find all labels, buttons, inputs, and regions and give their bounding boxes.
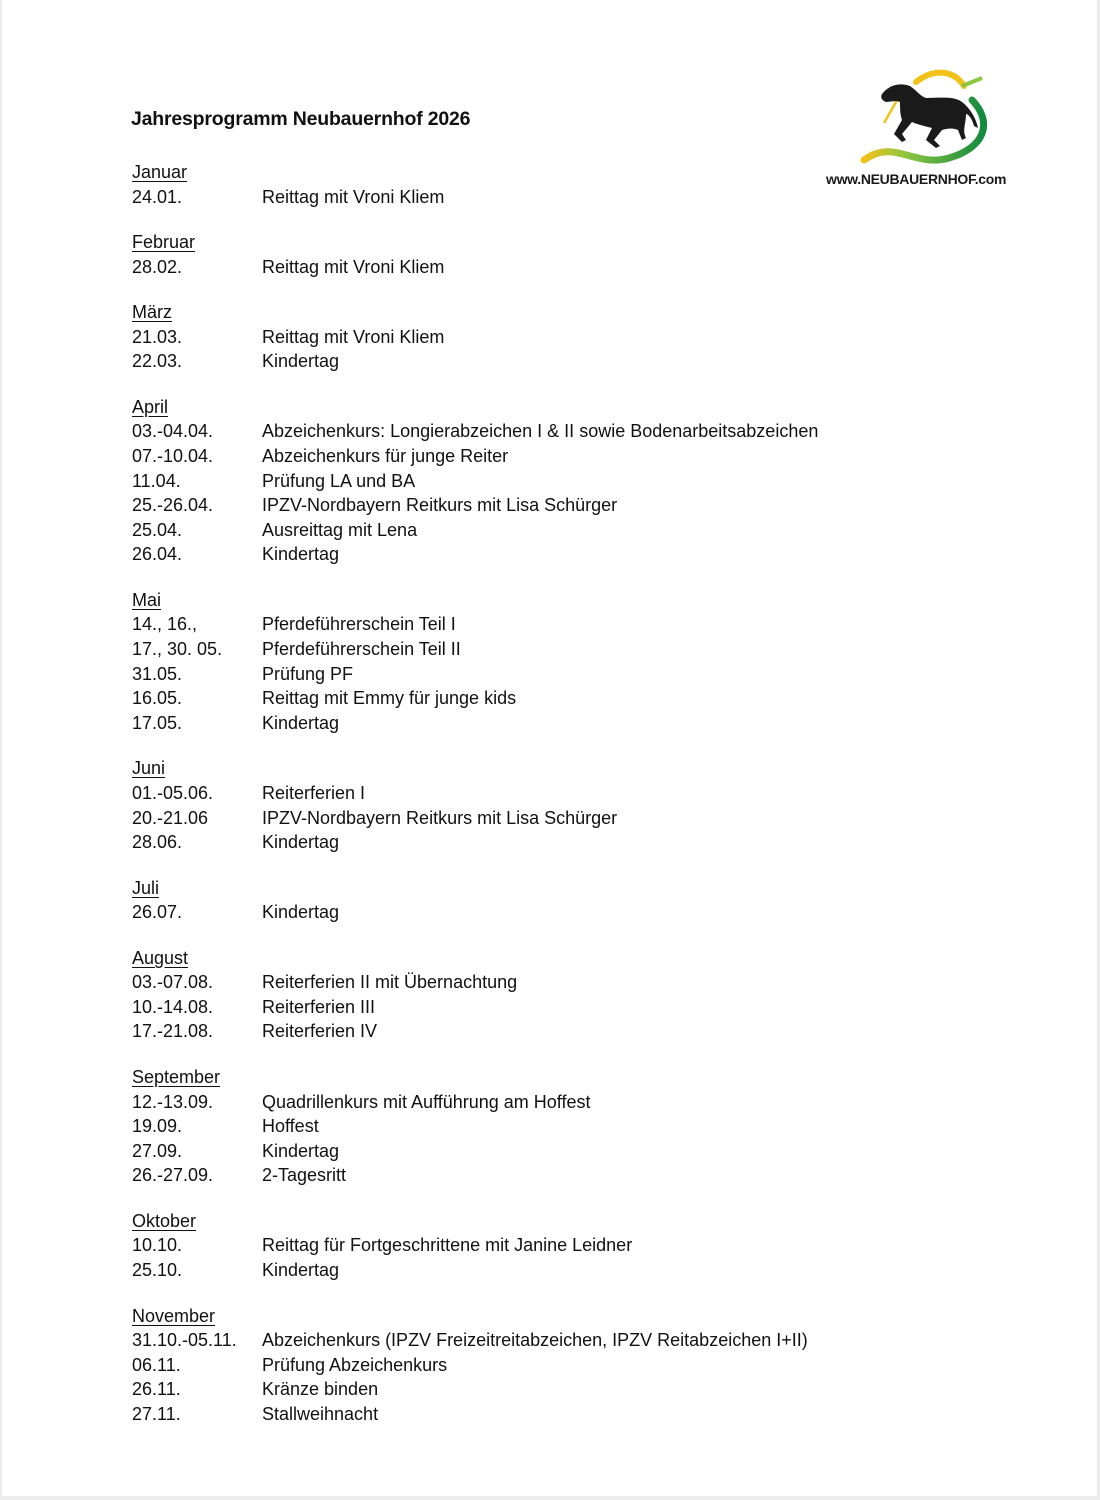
- month-heading: September: [132, 1067, 221, 1088]
- event-date: 10.10.: [132, 1235, 183, 1256]
- event-date: 17.05.: [132, 712, 183, 733]
- event-row: [132, 900, 932, 925]
- month-heading: Oktober: [132, 1210, 197, 1231]
- event-date: 07.-10.04.: [132, 445, 214, 466]
- event-description: Prüfung PF: [262, 663, 354, 684]
- event-date: 25.04.: [132, 519, 183, 540]
- event-row: [132, 185, 932, 210]
- month-section: [132, 588, 932, 735]
- event-date: 25.10.: [132, 1260, 183, 1281]
- month-section: [132, 946, 932, 1044]
- event-description: Prüfung LA und BA: [262, 470, 416, 491]
- event-description: Pferdeführerschein Teil II: [262, 639, 461, 660]
- event-row: [132, 444, 932, 469]
- event-date: 11.04.: [132, 470, 181, 491]
- event-row: [132, 970, 932, 995]
- event-row: [132, 493, 932, 518]
- event-date: 25.-26.04.: [132, 495, 214, 516]
- event-row: [132, 1377, 932, 1402]
- event-description: Quadrillenkurs mit Aufführung am Hoffest: [262, 1091, 591, 1112]
- logo-url[interactable]: www.NEUBAUERNHOF.com: [826, 171, 1007, 187]
- event-row: [132, 518, 932, 543]
- event-description: Kindertag: [262, 902, 340, 923]
- event-row: [132, 806, 932, 831]
- event-row: [132, 612, 932, 637]
- event-description: Ausreittag mit Lena: [262, 519, 418, 540]
- event-description: Kränze binden: [262, 1379, 379, 1400]
- event-date: 27.09.: [132, 1140, 183, 1161]
- month-section: [132, 876, 932, 925]
- event-row: [132, 1258, 932, 1283]
- event-description: Pferdeführerschein Teil I: [262, 614, 456, 635]
- event-date: 26.07.: [132, 902, 183, 923]
- horse-logo-icon: [854, 68, 994, 168]
- event-description: Kindertag: [262, 712, 340, 733]
- event-description: Abzeichenkurs: Longierabzeichen I & II sowie Bodenarbeitsabzeichen: [262, 421, 819, 442]
- event-description: Reiterferien III: [262, 996, 376, 1017]
- event-row: [132, 637, 932, 662]
- event-description: Stallweihnacht: [262, 1403, 379, 1424]
- event-row: [132, 1353, 932, 1378]
- event-date: 28.02.: [132, 256, 183, 277]
- month-heading: März: [132, 302, 172, 323]
- event-row: [132, 1328, 932, 1353]
- event-date: 28.06.: [132, 832, 183, 853]
- event-description: Reittag mit Emmy für junge kids: [262, 688, 517, 709]
- month-heading: August: [132, 947, 189, 968]
- month-section: [132, 300, 932, 374]
- event-row: [132, 1019, 932, 1044]
- event-description: Kindertag: [262, 832, 340, 853]
- month-heading: Januar: [132, 162, 188, 182]
- event-row: [132, 255, 932, 280]
- event-date: 26.04.: [132, 544, 183, 565]
- month-section: [132, 160, 932, 209]
- event-description: Kindertag: [262, 351, 340, 372]
- event-date: 17., 30. 05.: [132, 639, 223, 660]
- event-row: [132, 1163, 932, 1188]
- event-date: 16.05.: [132, 688, 183, 709]
- event-date: 03.-07.08.: [132, 972, 214, 993]
- month-section: [132, 1065, 932, 1188]
- month-heading: Juni: [132, 758, 166, 779]
- event-row: [132, 1090, 932, 1115]
- event-description: Kindertag: [262, 1260, 340, 1281]
- event-row: [132, 542, 932, 567]
- event-row: [132, 781, 932, 806]
- event-description: Prüfung Abzeichenkurs: [262, 1354, 448, 1375]
- event-date: 14., 16.,: [132, 614, 198, 635]
- month-section: [132, 1304, 932, 1427]
- month-section: [132, 230, 932, 279]
- month-section: [132, 1209, 932, 1283]
- month-heading: Februar: [132, 232, 196, 253]
- event-date: 01.-05.06.: [132, 782, 214, 803]
- event-description: Reittag mit Vroni Kliem: [262, 186, 445, 207]
- event-date: 03.-04.04.: [132, 421, 214, 442]
- event-description: Hoffest: [262, 1116, 319, 1137]
- month-heading: November: [132, 1305, 216, 1326]
- event-date: 17.-21.08.: [132, 1021, 214, 1042]
- event-description: Kindertag: [262, 1140, 340, 1161]
- event-date: 24.01.: [132, 186, 183, 207]
- event-row: [132, 830, 932, 855]
- event-date: 20.-21.06: [132, 807, 209, 828]
- page-title: Jahresprogramm Neubauernhof 2026: [131, 108, 471, 130]
- event-description: Kindertag: [262, 544, 340, 565]
- event-row: [132, 1233, 932, 1258]
- event-date: 27.11.: [132, 1403, 181, 1424]
- event-row: [132, 469, 932, 494]
- event-date: 12.-13.09.: [132, 1091, 214, 1112]
- event-date: 10.-14.08.: [132, 996, 214, 1017]
- month-section: [132, 395, 932, 567]
- event-row: [132, 419, 932, 444]
- event-row: [132, 1139, 932, 1164]
- event-description: IPZV-Nordbayern Reitkurs mit Lisa Schürger: [262, 495, 618, 516]
- event-description: 2-Tagesritt: [262, 1165, 347, 1186]
- event-row: [132, 349, 932, 374]
- event-row: [132, 686, 932, 711]
- event-description: Reiterferien II mit Übernachtung: [262, 972, 518, 993]
- month-heading: April: [132, 396, 169, 417]
- event-row: [132, 662, 932, 687]
- event-date: 31.10.-05.11.: [132, 1330, 237, 1351]
- program-list: [132, 160, 932, 1448]
- event-description: Reittag für Fortgeschrittene mit Janine Leidner: [262, 1235, 633, 1256]
- event-row: [132, 995, 932, 1020]
- event-date: 21.03.: [132, 326, 183, 347]
- event-description: Reittag mit Vroni Kliem: [262, 326, 445, 347]
- event-date: 31.05.: [132, 663, 183, 684]
- event-date: 22.03.: [132, 351, 183, 372]
- event-description: Reittag mit Vroni Kliem: [262, 256, 445, 277]
- event-row: [132, 1114, 932, 1139]
- event-row: [132, 711, 932, 736]
- event-description: Reiterferien I: [262, 782, 366, 803]
- event-description: Abzeichenkurs (IPZV Freizeitreitabzeichen, IPZV Reitabzeichen I+II): [262, 1330, 808, 1351]
- event-description: Reiterferien IV: [262, 1021, 378, 1042]
- month-heading: Juli: [132, 877, 160, 898]
- event-description: Abzeichenkurs für junge Reiter: [262, 445, 509, 466]
- event-row: [132, 325, 932, 350]
- event-description: IPZV-Nordbayern Reitkurs mit Lisa Schürger: [262, 807, 618, 828]
- event-date: 26.-27.09.: [132, 1165, 214, 1186]
- event-date: 19.09.: [132, 1116, 183, 1137]
- event-date: 26.11.: [132, 1379, 181, 1400]
- month-section: [132, 756, 932, 854]
- event-row: [132, 1402, 932, 1427]
- event-date: 06.11.: [132, 1354, 181, 1375]
- document-page: [2, 0, 1097, 1496]
- month-heading: Mai: [132, 589, 162, 610]
